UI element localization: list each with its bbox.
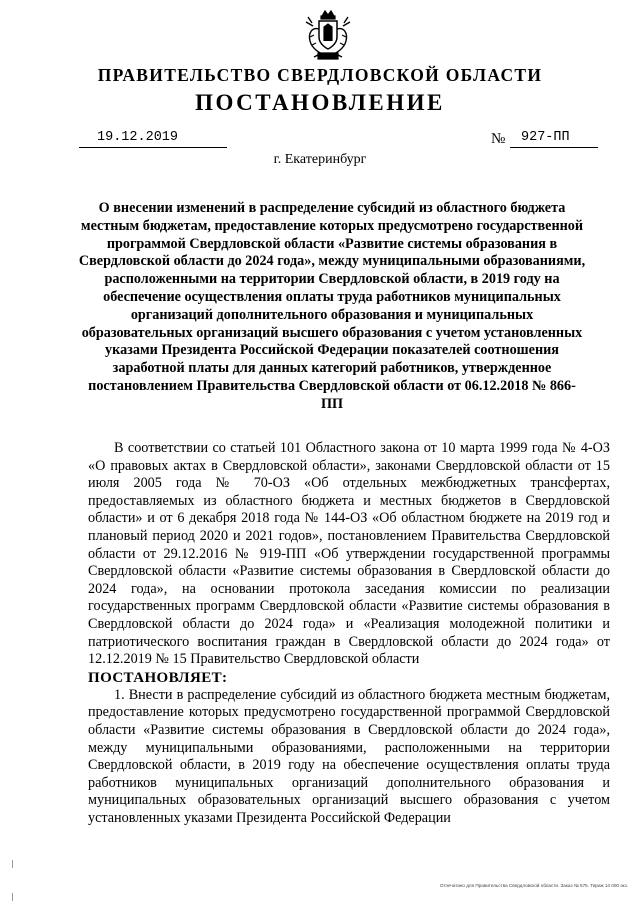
margin-mark: [12, 893, 13, 901]
document-title: О внесении изменений в распределение субсидий из областного бюджета местным бюджетам, предоставление которых предусмотрено государственной программой Свердловской области «Развитие системы образования в Свердловской области до 2024 года», между муниципальными образованиями, расположенными на территории Свердловской области, в 2019 году на обеспечение осуществления оплаты труда работников муниципальных организаций дополнительного образования и муниципальных образовательных организаций высшего образования с учетом установленных указами Президента Российской Федерации показателей соотношения заработной платы для данных категорий работников, утвержденное постановлением Правительства Свердловской области от 06.12.2018 № 866-ПП: [78, 200, 586, 412]
print-note: Отпечатано для Правительства Свердловской области. Заказ № 575. Тираж 14 000 экз.: [439, 883, 628, 888]
document-body: [88, 440, 610, 827]
city: г. Екатеринбург: [273, 152, 367, 167]
margin-mark: [12, 860, 13, 868]
document-number: 927-ПП: [510, 130, 598, 148]
item-1-text: Внести в распределение субсидий из областного бюджета местным бюджетам, предоставление которых предусмотрено государственной программой Свердловской области «Развитие системы образования в Свердловской области до 2024 года», между муниципальными образованиями, расположенными на территории Свердловской области, в 2019 году на обеспечение осуществления оплаты труда работников муниципальных организаций дополнительного образования и муниципальных образовательных организаций высшего образования с учетом установленных указами Президента Российской Федерации: [88, 686, 610, 826]
organization-name: ПРАВИТЕЛЬСТВО СВЕРДЛОВСКОЙ ОБЛАСТИ: [97, 65, 543, 85]
item-1-number: 1.: [114, 686, 125, 703]
resolve-heading: ПОСТАНОВЛЯЕТ:: [88, 669, 228, 686]
document-date: 19.12.2019: [79, 130, 227, 148]
document-type: ПОСТАНОВЛЕНИЕ: [195, 90, 445, 115]
coat-of-arms-icon: [300, 7, 356, 63]
item-1-paragraph: [88, 687, 610, 828]
preamble-paragraph: В соответствии со статьей 101 Областного закона от 10 марта 1999 года № 4-ОЗ «О правовых актах в Свердловской области», законами Свердловской области от 15 июля 2005 года № 70-ОЗ «Об отдельных межбюджетных трансфертах, предоставляемых из областного бюджета и местных бюджетов в Свердловской области» и от 6 декабря 2018 года № 144-ОЗ «Об областном бюджете на 2019 год и плановый период 2020 и 2021 годов», постановлением Правительства Свердловской области от 29.12.2016 № 919-ПП «Об утверждении государственной программы Свердловской области «Развитие системы образования в Свердловской области до 2024 года», на основании протокола заседания комиссии по реализации государственных программ Свердловской области «Развитие системы образования в Свердловской области до 2024 года» и «Реализация молодежной политики и патриотического воспитания граждан в Свердловской области до 2024 года» от 12.12.2019 № 15 Правительство Свердловской области: [88, 440, 610, 668]
number-label: №: [491, 131, 506, 147]
